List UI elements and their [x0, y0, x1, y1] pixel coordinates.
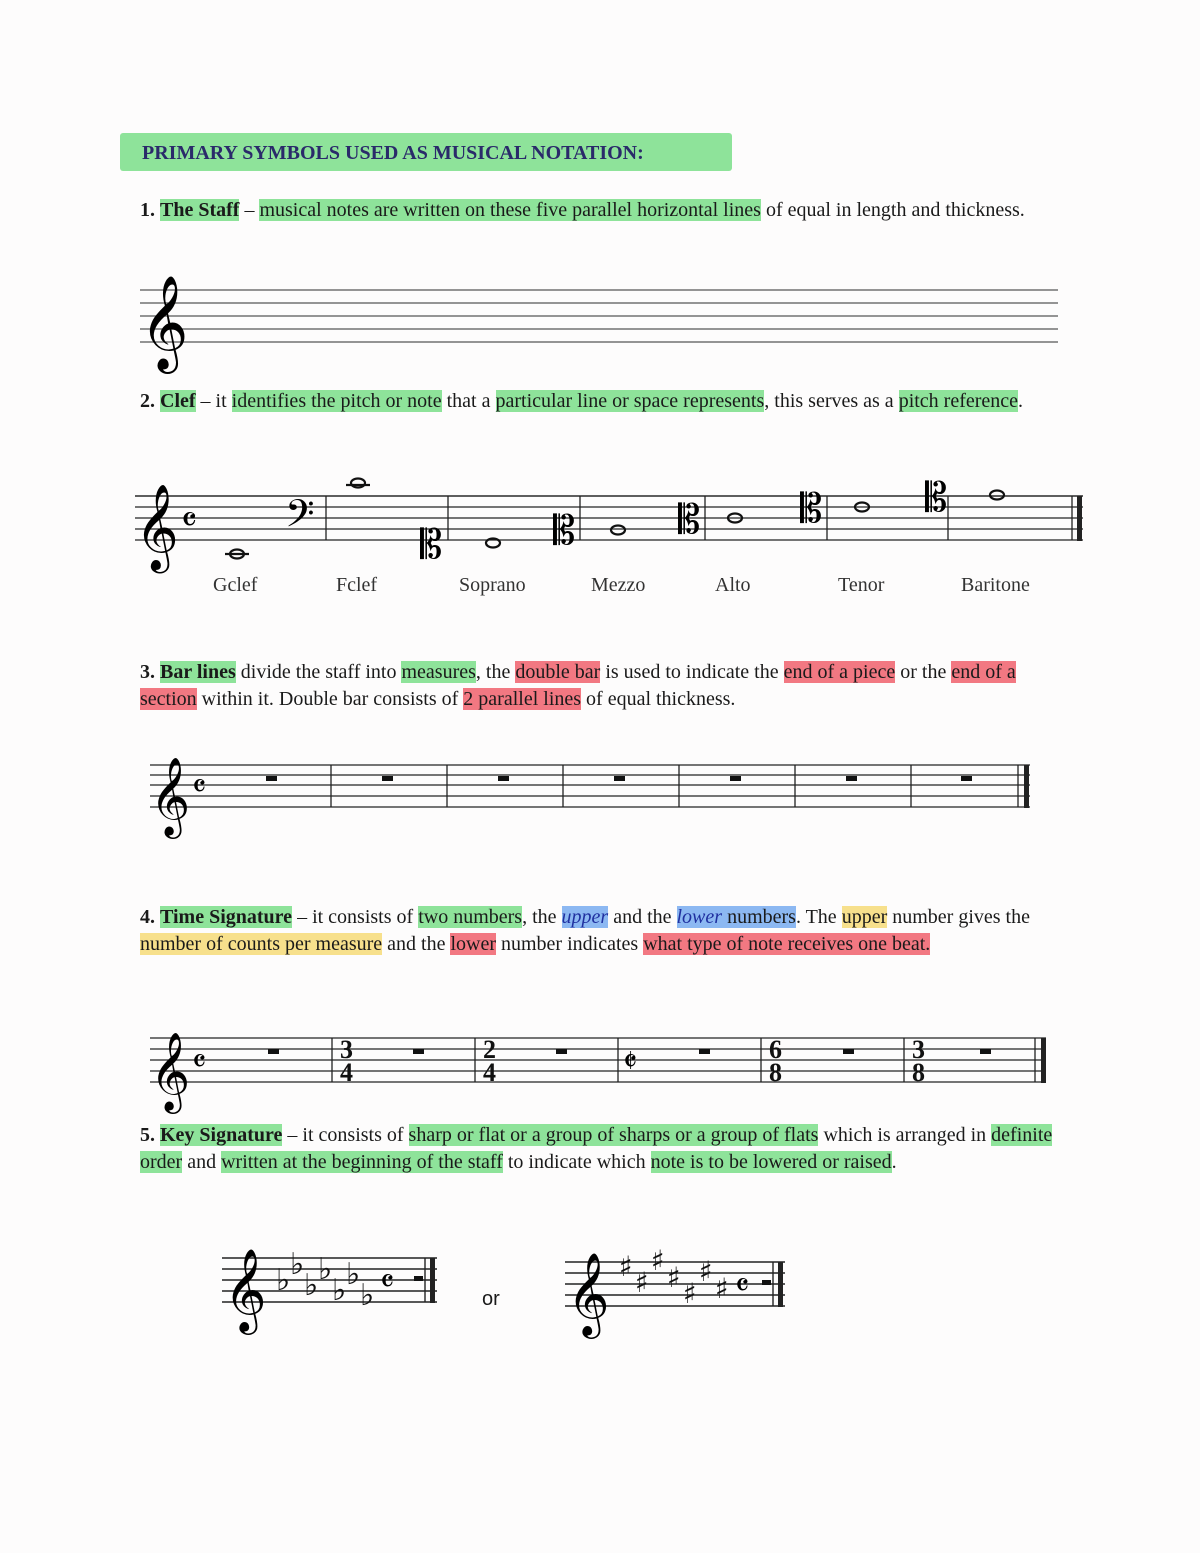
highlight: double bar [515, 661, 601, 683]
time-sig-top: 3 [340, 1035, 353, 1064]
highlight: end of a piece [783, 661, 896, 683]
text: number gives the [887, 906, 1030, 928]
mezzo-clef-icon: 𝄡 [553, 508, 576, 554]
highlight: two numbers [418, 906, 523, 928]
treble-clef-icon: 𝄞 [567, 1251, 610, 1335]
or-label: or [482, 1288, 500, 1310]
text: and the [608, 906, 677, 928]
highlight: pitch reference [898, 390, 1019, 412]
time-sig-top: 2 [483, 1035, 496, 1064]
text: number indicates [496, 933, 644, 955]
highlight: upper [561, 906, 609, 928]
clef-caption: Fclef [336, 574, 378, 596]
section-number: 2. [140, 390, 155, 412]
baritone-clef-icon: 𝄡 [925, 475, 948, 521]
time-signature-illustration [150, 1018, 1050, 1111]
text: – [239, 199, 260, 221]
cut-time-icon: 𝄵 [623, 1042, 638, 1080]
whole-rests [266, 776, 972, 781]
text: that a [441, 390, 496, 412]
section-time-signature [140, 904, 1060, 958]
text: – it consists of [292, 906, 419, 928]
sharp-icon: ♯ [635, 1266, 649, 1299]
text: , the [475, 661, 516, 683]
text: – it consists of [282, 1124, 409, 1146]
clef-caption: Gclef [213, 574, 258, 596]
common-time-icon: 𝄴 [192, 767, 207, 805]
common-time-icon: 𝄴 [181, 500, 198, 541]
time-sig-bottom: 4 [340, 1058, 353, 1087]
flat-icon: ♭ [290, 1247, 305, 1282]
term-clef: Clef [160, 390, 196, 412]
flat-icon: ♭ [304, 1268, 319, 1303]
time-sig-bottom: 4 [483, 1058, 496, 1087]
text: divide the staff into [235, 661, 402, 683]
text: of equal in length and thickness. [760, 199, 1025, 221]
clef-illustration [135, 470, 1090, 605]
text: and [182, 1151, 222, 1173]
flat-icon: ♭ [318, 1252, 333, 1287]
text: , the [522, 906, 562, 928]
term-time-signature: Time Signature [160, 906, 293, 928]
page-title: PRIMARY SYMBOLS USED AS MUSICAL NOTATION: [120, 133, 732, 171]
flat-icon: ♭ [276, 1263, 291, 1298]
time-sig-bottom: 8 [912, 1058, 925, 1087]
highlight: measures [401, 661, 476, 683]
section-staff [140, 197, 1060, 224]
text: . [1018, 390, 1024, 412]
sharp-icon: ♯ [683, 1277, 697, 1310]
highlight: note is to be lowered or raised [650, 1151, 892, 1173]
text: , this serves as a [764, 390, 899, 412]
staff-illustration [140, 265, 1060, 370]
time-sig-bottom: 8 [769, 1058, 782, 1087]
text: is used to indicate the [600, 661, 784, 683]
highlight: written at the beginning of the staff [221, 1151, 503, 1173]
f-clef-icon: 𝄢 [285, 491, 315, 545]
clef-caption: Alto [715, 574, 751, 596]
highlight: 2 parallel lines [463, 688, 582, 710]
sharp-icon: ♯ [699, 1255, 713, 1288]
section-number: 3. [140, 661, 155, 683]
highlight: lower [450, 933, 496, 955]
text: or the [895, 661, 952, 683]
text: of equal thickness. [581, 688, 736, 710]
highlight: numbers [722, 906, 796, 928]
time-sig-top: 3 [912, 1035, 925, 1064]
term-bar-lines: Bar lines [160, 661, 236, 683]
g-clef-icon: 𝄞 [135, 484, 179, 570]
common-time-icon: 𝄴 [192, 1042, 207, 1080]
clef-caption: Mezzo [591, 574, 646, 596]
soprano-clef-icon: 𝄡 [420, 522, 443, 568]
clef-caption: Tenor [838, 574, 885, 596]
highlight: lower [676, 906, 723, 928]
text: and the [382, 933, 451, 955]
tenor-clef-icon: 𝄡 [800, 486, 823, 532]
text: . [891, 1151, 897, 1173]
clef-caption: Soprano [459, 574, 526, 596]
sharp-icon: ♯ [651, 1244, 665, 1277]
sharp-icon: ♯ [619, 1250, 633, 1283]
clef-caption: Baritone [961, 574, 1030, 596]
sharp-icon: ♯ [667, 1261, 681, 1294]
highlight: upper [841, 906, 888, 928]
section-number: 4. [140, 906, 155, 928]
treble-clef-icon: 𝄞 [224, 1247, 267, 1331]
treble-clef-icon: 𝄞 [150, 757, 191, 836]
text: which is arranged in [818, 1124, 992, 1146]
highlight: sharp or flat or a group of sharps or a group of flats [408, 1124, 819, 1146]
section-clef [140, 388, 1060, 415]
highlight: particular line or space represents [495, 390, 765, 412]
flat-icon: ♭ [346, 1257, 361, 1292]
term-key-signature: Key Signature [160, 1124, 283, 1146]
bar-lines-illustration [150, 745, 1035, 835]
sharp-icon: ♯ [715, 1272, 729, 1305]
flat-icon: ♭ [360, 1278, 375, 1313]
flat-icon: ♭ [332, 1273, 347, 1308]
section-key-signature [140, 1122, 1060, 1176]
treble-clef-icon: 𝄞 [150, 1032, 191, 1111]
flat-key-signature [222, 1232, 442, 1332]
text: to indicate which [502, 1151, 651, 1173]
section-number: 5. [140, 1124, 155, 1146]
section-number: 1. [140, 199, 155, 221]
highlight: identifies the pitch or note [231, 390, 442, 412]
text: within it. Double bar consists of [196, 688, 464, 710]
highlight: what type of note receives one beat. [643, 933, 931, 955]
alto-clef-icon: 𝄡 [678, 497, 701, 543]
sharp-key-signature [565, 1232, 790, 1335]
treble-clef-icon: 𝄞 [140, 275, 189, 370]
highlight: musical notes are written on these five parallel horizontal lines [259, 199, 761, 221]
section-bar-lines [140, 659, 1060, 713]
term-staff: The Staff [160, 199, 240, 221]
text: . The [795, 906, 842, 928]
time-sig-top: 6 [769, 1035, 782, 1064]
text: – it [195, 390, 232, 412]
highlight: number of counts per measure [140, 933, 383, 955]
common-time-icon: 𝄴 [735, 1266, 750, 1304]
highlight: definite order [140, 1124, 1053, 1173]
common-time-icon: 𝄴 [380, 1262, 395, 1300]
highlight: end of a section [140, 661, 1016, 710]
